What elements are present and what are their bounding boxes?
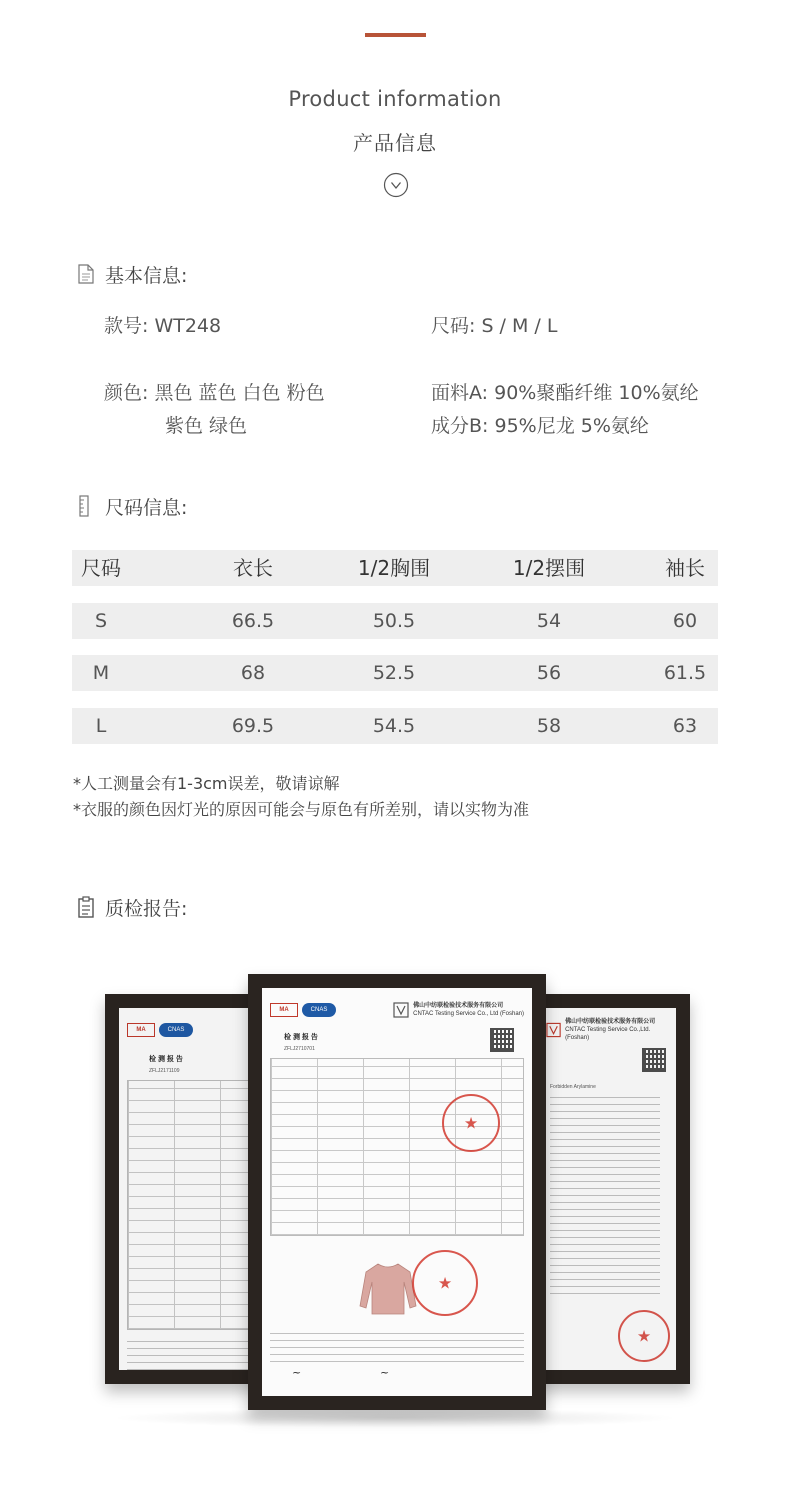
report-paper-left xyxy=(119,1008,251,1370)
report-frame-center[interactable] xyxy=(248,974,546,1410)
report-right-org xyxy=(565,1018,668,1042)
quality-report-title: 质检报告: xyxy=(105,897,188,920)
report-left-logos xyxy=(127,1016,243,1044)
col-header-size: 尺码 xyxy=(81,556,121,580)
report-center-title: 检 测 报 告 xyxy=(284,1034,318,1041)
fabric-a-field xyxy=(431,377,699,410)
report-center-org-cn: 佛山中纺联检验技术服务有限公司 xyxy=(413,1003,504,1009)
report-paper-center xyxy=(262,988,532,1396)
col-header-chest: 1/2胸围 xyxy=(357,556,431,580)
cell-length: 68 xyxy=(240,662,266,684)
document-icon xyxy=(77,262,99,286)
report-left-table xyxy=(127,1080,251,1330)
fabric-b-field xyxy=(431,410,649,443)
report-left-title: 检 测 报 告 xyxy=(149,1056,183,1063)
report-right-logos xyxy=(546,1016,668,1044)
report-center-notes xyxy=(270,1328,524,1362)
page-title-cn: 产品信息 xyxy=(353,131,437,155)
chevron-down-icon[interactable] xyxy=(383,172,409,198)
color-value-line1: 黑色 蓝色 白色 粉色 xyxy=(154,382,325,404)
cell-chest: 52.5 xyxy=(372,662,416,684)
report-right-org-en: CNTAC Testing Service Co.,Ltd.(Foshan) xyxy=(565,1027,651,1041)
note-measurement: *人工测量会有1-3cm误差，敬请谅解 xyxy=(73,774,340,793)
model-label: 款号: xyxy=(104,315,149,337)
accent-bar xyxy=(365,33,426,37)
cnas-logo: CNAS xyxy=(159,1023,193,1037)
cell-chest: 54.5 xyxy=(372,715,416,737)
cell-sleeve: 60 xyxy=(672,610,698,632)
fabric-a-label: 面料A: xyxy=(431,382,489,404)
cell-sleeve: 61.5 xyxy=(663,662,707,684)
cma-logo: MA xyxy=(270,1003,298,1017)
red-seal-right xyxy=(618,1310,670,1362)
qr-code-center xyxy=(490,1028,514,1052)
report-right-org-cn: 佛山中纺联检验技术服务有限公司 xyxy=(565,1019,656,1025)
size-info-heading xyxy=(77,492,187,520)
basic-info-title: 基本信息: xyxy=(105,264,188,287)
cell-length: 66.5 xyxy=(231,610,275,632)
report-right-list xyxy=(550,1094,660,1294)
cell-sleeve: 63 xyxy=(672,715,698,737)
cell-size: M xyxy=(92,662,110,684)
cell-hem: 58 xyxy=(536,715,562,737)
size-field xyxy=(431,310,557,343)
signature-reviewer: ~ xyxy=(380,1366,390,1379)
cnas-logo: CNAS xyxy=(302,1003,336,1017)
cma-logo: MA xyxy=(127,1023,155,1037)
cell-hem: 54 xyxy=(536,610,562,632)
quality-report-heading xyxy=(77,893,187,921)
page-title-en: Product information xyxy=(288,87,502,111)
report-center-logos xyxy=(270,996,524,1024)
color-label: 颜色: xyxy=(104,382,149,404)
note-color: *衣服的颜色因灯光的原因可能会与原色有所差别，请以实物为准 xyxy=(73,800,530,819)
report-center-number: ZFLJ2710701 xyxy=(284,1046,315,1052)
shirt-photo xyxy=(358,1258,418,1318)
report-frame-right[interactable] xyxy=(526,994,690,1384)
col-header-hem: 1/2摆围 xyxy=(512,556,586,580)
report-right-section: Forbidden Arylamine xyxy=(550,1084,596,1090)
cell-hem: 56 xyxy=(536,662,562,684)
report-gallery xyxy=(0,940,790,1440)
size-value: S / M / L xyxy=(481,315,558,337)
size-label: 尺码: xyxy=(431,315,476,337)
qr-code-right xyxy=(642,1048,666,1072)
red-seal-top xyxy=(442,1094,500,1152)
cell-size: L xyxy=(95,715,107,737)
report-left-footer xyxy=(127,1336,251,1370)
model-value: WT248 xyxy=(154,315,222,337)
model-field xyxy=(104,310,221,343)
col-header-sleeve: 袖长 xyxy=(665,556,705,580)
cell-length: 69.5 xyxy=(231,715,275,737)
size-info-title: 尺码信息: xyxy=(105,496,188,519)
report-center-org-en: CNTAC Testing Service Co., Ltd (Foshan) xyxy=(413,1011,524,1017)
report-paper-right xyxy=(540,1008,676,1370)
cntac-logo-icon xyxy=(546,1022,561,1038)
frame-shadow xyxy=(110,1408,680,1428)
fabric-a-value: 90%聚酯纤维 10%氨纶 xyxy=(494,382,699,404)
report-left-number: ZFLJ2171109 xyxy=(149,1068,180,1074)
fabric-b-label: 成分B: xyxy=(431,415,489,437)
cntac-logo-icon xyxy=(393,1002,409,1018)
table-row xyxy=(72,708,718,744)
report-frame-left[interactable] xyxy=(105,994,265,1384)
fabric-b-value: 95%尼龙 5%氨纶 xyxy=(494,415,649,437)
table-row xyxy=(72,603,718,639)
basic-info-heading xyxy=(77,260,187,288)
signature-tester: ~ xyxy=(292,1366,302,1379)
cell-size: S xyxy=(94,610,108,632)
clipboard-icon xyxy=(77,895,99,919)
color-field xyxy=(104,377,325,410)
report-center-org xyxy=(413,1002,524,1018)
color-value-line2: 紫色 绿色 xyxy=(165,415,248,437)
red-seal-main xyxy=(412,1250,478,1316)
ruler-icon xyxy=(77,494,99,518)
cell-chest: 50.5 xyxy=(372,610,416,632)
size-table-header xyxy=(72,550,718,586)
col-header-length: 衣长 xyxy=(233,556,273,580)
table-row xyxy=(72,655,718,691)
